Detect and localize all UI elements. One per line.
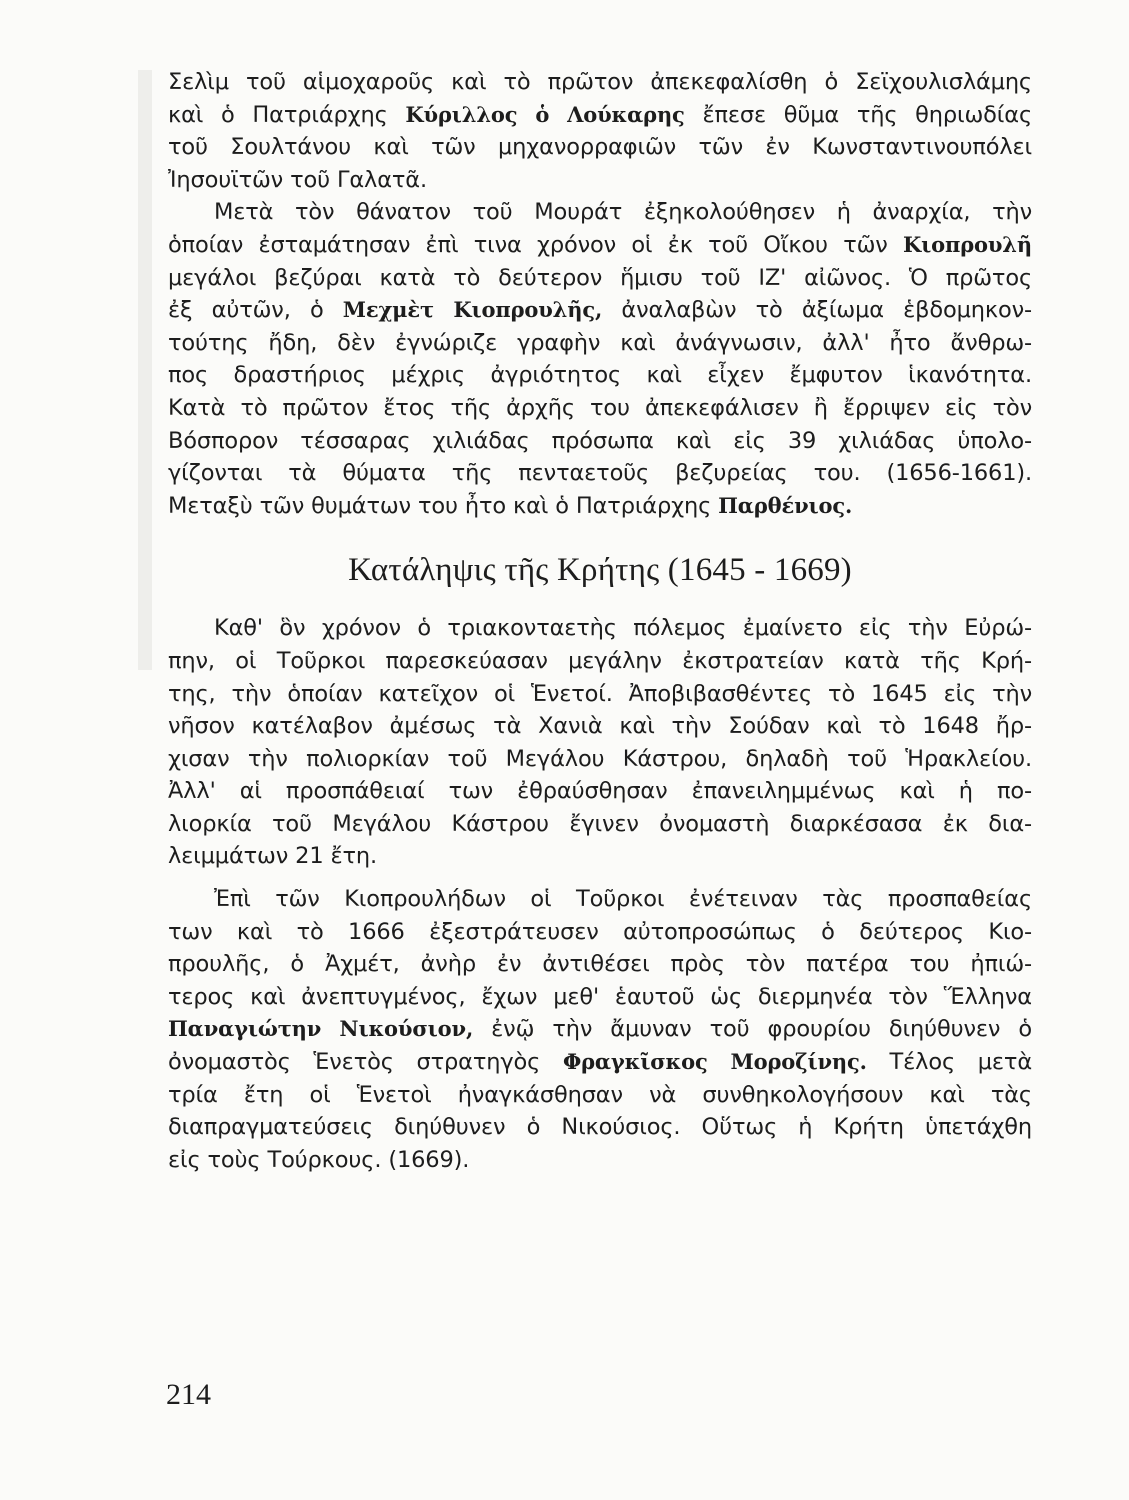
text-segment: Μετὰ τὸν θάνατον τοῦ Μουράτ ἐξηκολούθησεν ἡ ἀναρχία, τὴν [214, 199, 1032, 226]
text-line [168, 99, 1032, 132]
text-line [168, 743, 1032, 776]
text-line [168, 612, 1032, 645]
text-line [168, 981, 1032, 1014]
text-line [168, 948, 1032, 981]
text-segment: μεγάλοι βεζύραι κατὰ τὸ δεύτερον ἥμισυ τοῦ ΙΖ' αἰῶνος. Ὁ πρῶτος [168, 264, 1032, 291]
text-segment: Τέλος μετὰ [866, 1049, 1033, 1076]
text-line [168, 645, 1032, 678]
bold-name: Κιοπρουλῆ [903, 231, 1032, 257]
text-segment: ἔπεσε θῦμα τῆς θηριωδίας [684, 101, 1032, 128]
text-segment: εἰς τοὺς Τούρκους. (1669). [168, 1146, 470, 1173]
text-segment: Μεταξὺ τῶν θυμάτων του ἦτο καὶ ὁ Πατριάρχης [168, 492, 719, 519]
text-line [168, 196, 1032, 229]
text-segment: Σελὶμ τοῦ αἱμοχαροῦς καὶ τὸ πρῶτον ἀπεκεφαλίσθη ὁ Σεϊχουλισλάμης [168, 69, 1032, 95]
text-line [168, 808, 1032, 841]
paragraph-2 [168, 196, 1032, 522]
text-line [168, 883, 1032, 916]
text-line [168, 490, 1032, 523]
text-segment: Βόσπορον τέσσαρας χιλιάδας πρόσωπα καὶ εἰς 39 χιλιάδας ὑπολο- [168, 427, 1032, 454]
text-line [168, 294, 1032, 327]
text-segment: τοῦ Σουλτάνου καὶ τῶν μηχανορραφιῶν τῶν ἐν Κωνσταντινουπόλει [168, 134, 1032, 161]
paragraph-4 [168, 883, 1032, 1176]
text-segment: Ἰησουϊτῶν τοῦ Γαλατᾶ. [168, 166, 427, 193]
bold-name: Παρθένιος. [718, 492, 853, 518]
text-line [168, 131, 1032, 164]
text-line [168, 262, 1032, 295]
text-line [168, 775, 1032, 808]
section-heading: Κατάληψις τῆς Κρήτης (1645 - 1669) [348, 552, 852, 589]
paragraph-1 [168, 66, 1032, 196]
bold-name: Κύριλλος ὁ Λούκαρης [405, 101, 685, 127]
text-segment: καὶ ὁ Πατριάρχης [168, 101, 406, 128]
page-body [168, 66, 1032, 1176]
text-line [168, 392, 1032, 425]
text-segment: ὀνομαστὸς Ἑνετὸς στρατηγὸς [168, 1049, 563, 1076]
text-segment: νῆσον κατέλαβον ἀμέσως τὰ Χανιὰ καὶ τὴν Σούδαν καὶ τὸ 1648 ἤρ- [168, 713, 1032, 740]
text-segment: πος δραστήριος μέχρις ἀγριότητος καὶ εἶχεν ἔμφυτον ἱκανότητα. [168, 362, 1032, 389]
text-line [168, 66, 1032, 99]
text-line [168, 840, 1032, 873]
text-line [168, 164, 1032, 197]
text-segment: πην, οἱ Τοῦρκοι παρεσκεύασαν μεγάλην ἐκστρατείαν κατὰ τῆς Κρή- [168, 647, 1032, 674]
text-line [168, 916, 1032, 949]
text-segment: ἐνῷ τὴν ἄμυναν τοῦ φρουρίου διηύθυνεν ὁ [473, 1016, 1032, 1043]
text-line [168, 710, 1032, 743]
text-line [168, 327, 1032, 360]
text-segment: της, τὴν ὁποίαν κατεῖχον οἱ Ἑνετοί. Ἀποβιβασθέντες τὸ 1645 εἰς τὴν [168, 680, 1032, 707]
text-line [168, 1144, 1032, 1177]
text-line [168, 457, 1032, 490]
text-segment: ἀναλαβὼν τὸ ἀξίωμα ἑβδομηκον- [602, 297, 1032, 324]
text-segment: προυλῆς, ὁ Ἀχμέτ, ἀνὴρ ἐν ἀντιθέσει πρὸς τὸν πατέρα του ἠπιώ- [168, 951, 1032, 978]
text-line [168, 359, 1032, 392]
text-segment: τερος καὶ ἀνεπτυγμένος, ἔχων μεθ' ἑαυτοῦ ὡς διερμηνέα τὸν Ἕλληνα [168, 983, 1032, 1010]
text-line [168, 229, 1032, 262]
text-segment: γίζονται τὰ θύματα τῆς πενταετοῦς βεζυρείας του. (1656-1661). [168, 460, 1032, 487]
text-segment: των καὶ τὸ 1666 ἐξεστράτευσεν αὐτοπροσώπως ὁ δεύτερος Κιο- [168, 918, 1032, 945]
text-segment: διαπραγματεύσεις διηύθυνεν ὁ Νικούσιος. Οὕτως ἡ Κρήτη ὑπετάχθη [168, 1114, 1032, 1141]
text-segment: λιορκία τοῦ Μεγάλου Κάστρου ἔγινεν ὀνομαστὴ διαρκέσασα ἐκ δια- [168, 810, 1032, 837]
text-line [168, 1013, 1032, 1046]
text-segment: Ἐπὶ τῶν Κιοπρουλήδων οἱ Τοῦρκοι ἐνέτειναν τὰς προσπαθείας [214, 886, 1032, 913]
text-line [168, 1046, 1032, 1079]
bold-name: Μεχμὲτ Κιοπρουλῆς, [342, 297, 603, 323]
text-segment: Ἀλλ' αἱ προσπάθειαί των ἐθραύσθησαν ἐπανειλημμένως καὶ ἡ πο- [168, 778, 1032, 805]
text-segment: τρία ἔτη οἱ Ἑνετοὶ ἠναγκάσθησαν νὰ συνθηκολογήσουν καὶ τὰς [168, 1081, 1032, 1108]
bold-name: Φραγκῖσκος Μοροζίνης. [562, 1049, 867, 1075]
paragraph-3 [168, 612, 1032, 873]
text-segment: Καθ' ὃν χρόνον ὁ τριακονταετὴς πόλεμος ἐμαίνετο εἰς τὴν Εὐρώ- [214, 615, 1032, 642]
text-segment: λειμμάτων 21 ἔτη. [168, 843, 378, 870]
text-segment: χισαν τὴν πολιορκίαν τοῦ Μεγάλου Κάστρου, δηλαδὴ τοῦ Ἡρακλείου. [168, 745, 1032, 772]
text-segment: ἐξ αὐτῶν, ὁ [168, 297, 343, 324]
bold-name: Παναγιώτην Νικούσιον, [168, 1016, 474, 1042]
text-line [168, 425, 1032, 458]
text-line [168, 1079, 1032, 1112]
page-number: 214 [166, 1378, 211, 1411]
text-segment: Κατὰ τὸ πρῶτον ἔτος τῆς ἀρχῆς του ἀπεκεφάλισεν ἢ ἔρριψεν εἰς τὸν [168, 394, 1032, 421]
text-segment: ὁποίαν ἐσταμάτησαν ἐπὶ τινα χρόνον οἱ ἐκ τοῦ Οἴκου τῶν [168, 231, 904, 258]
text-segment: τούτης ἤδη, δὲν ἐγνώριζε γραφὴν καὶ ἀνάγνωσιν, ἀλλ' ἦτο ἄνθρω- [168, 329, 1032, 356]
text-line [168, 1111, 1032, 1144]
text-line [168, 678, 1032, 711]
